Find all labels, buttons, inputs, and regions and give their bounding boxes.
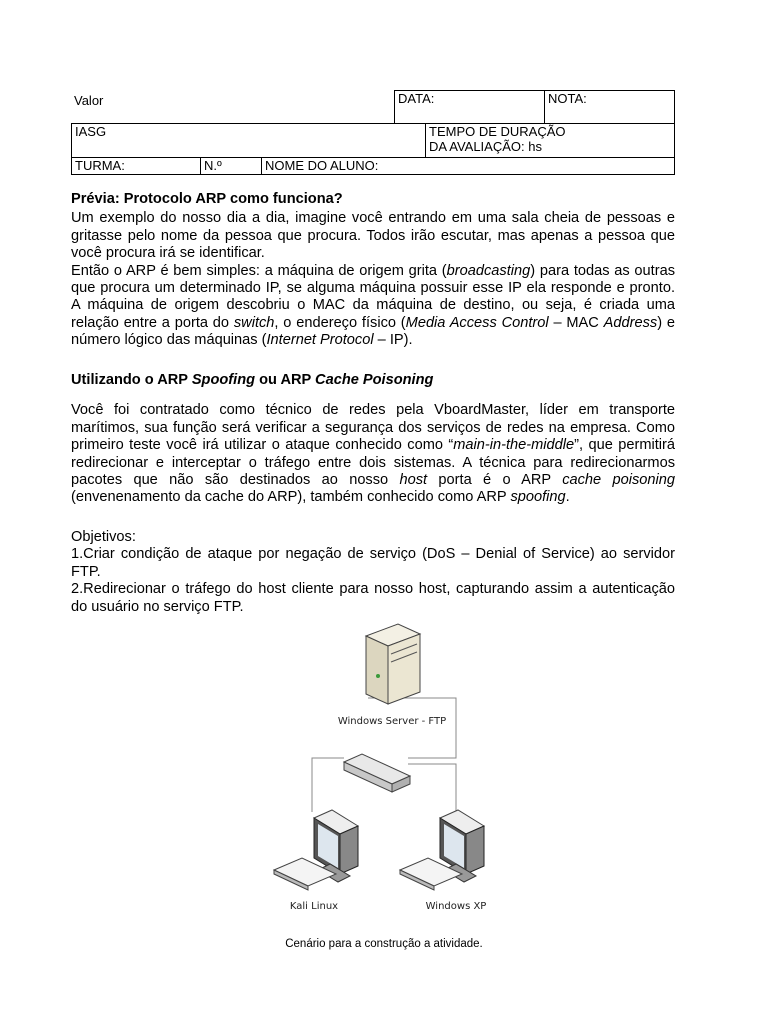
- numero-cell: [201, 158, 262, 175]
- institution-label: IASG: [75, 124, 107, 139]
- tempo-line1: TEMPO DE DURAÇÃO: [429, 124, 566, 139]
- header-table-row2: [71, 123, 675, 158]
- turma-label: TURMA:: [75, 158, 125, 173]
- kali-label: Kali Linux: [289, 901, 339, 912]
- objetivo-item-2: 2.Redirecionar o tráfego do host cliente para nosso host, capturando assim a autenticação do usuário no serviço FTP.: [71, 581, 675, 615]
- spoofing-section: [71, 372, 675, 507]
- turma-cell: [72, 158, 201, 175]
- objetivos-title: Objetivos:: [71, 529, 136, 545]
- nome-cell: [262, 158, 675, 175]
- objetivos-section: [71, 529, 675, 616]
- previa-paragraph-1: Um exemplo do nosso dia a dia, imagine você entrando em uma sala cheia de pessoas e gritasse pelo nome da pessoa que procura. Todos irão escutar, mas apenas a pessoa que você procura irá se identificar.: [71, 210, 675, 262]
- windows-xp-computer-icon: [400, 810, 484, 890]
- objetivo-item-1: 1.Criar condição de ataque por negação de serviço (DoS – Denial of Service) ao servidor FTP.: [71, 546, 675, 580]
- network-diagram: [260, 612, 500, 922]
- switch-icon: [344, 754, 410, 792]
- institution-cell: [72, 124, 426, 158]
- previa-paragraph-2: Então o ARP é bem simples: a máquina de origem grita (broadcasting) para todas as outras que procura um determinado IP, se alguma máquina possuir esse IP ela responde e pronto. A máquina de origem descobriu o MAC da máquina de destino, ou seja, é criada uma relação entre a porta do switch, o endereço físico (Media Access Control – MAC Address) e número lógico das máquinas (Internet Protocol – IP).: [71, 262, 676, 349]
- windows-xp-label: Windows XP: [425, 901, 487, 912]
- previa-section: [71, 191, 675, 350]
- previa-title: Prévia: Protocolo ARP como funciona?: [71, 191, 343, 207]
- figure-caption: Cenário para a construção a atividade.: [285, 938, 483, 950]
- spoofing-paragraph: Você foi contratado como técnico de redes pela VboardMaster, líder em transporte marítimos, sua função será verificar a segurança dos serviços de redes na empresa. Como primeiro teste você irá utilizar o ataque conhecido como “main-in-the-middle”, que permitirá redirecionar e interceptar o tráfego entre dois sistemas. A técnica para redirecionarmos pacotes que não são destinados ao nosso host porta é o ARP cache poisoning (envenenamento da cache do ARP), também conhecido como ARP spoofing.: [71, 402, 676, 506]
- nome-label: NOME DO ALUNO:: [265, 158, 379, 173]
- spoofing-title: Utilizando o ARP Spoofing ou ARP Cache Poisoning: [71, 372, 434, 388]
- server-icon: [366, 624, 420, 704]
- valor-label: Valor: [74, 92, 104, 108]
- tempo-line2: DA AVALIAÇÃO: hs: [429, 139, 542, 154]
- nota-label: NOTA:: [548, 91, 587, 106]
- numero-label: N.º: [204, 158, 222, 173]
- data-label: DATA:: [398, 91, 435, 106]
- valor-cell: [71, 91, 395, 124]
- nota-cell: [545, 91, 675, 124]
- tempo-cell: [426, 124, 675, 158]
- kali-computer-icon: [274, 810, 358, 890]
- header-table-row3: [71, 157, 675, 175]
- data-cell: [395, 91, 545, 124]
- server-label: Windows Server - FTP: [337, 716, 447, 727]
- header-table-row1: [71, 90, 675, 124]
